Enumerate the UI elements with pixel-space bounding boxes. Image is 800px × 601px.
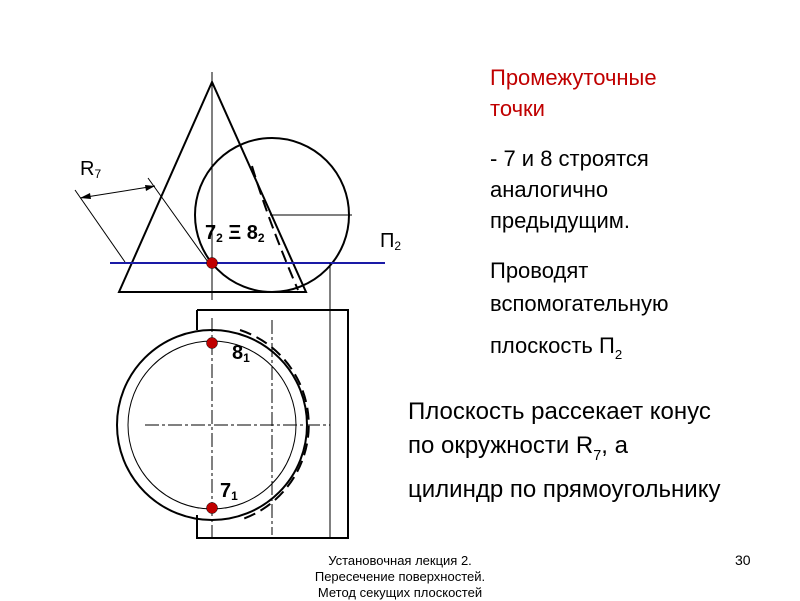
paragraph-2-line-3: плоскость $П_2$ [490, 333, 623, 363]
point-8-1 [207, 338, 218, 349]
paragraph-1-line-1: - 7 и 8 строятся [490, 146, 649, 171]
footer-line-1: Установочная лекция 2. [328, 553, 472, 568]
paragraph-3-line-1: Плоскость рассекает конус [408, 398, 711, 425]
r7-arrow-left [80, 193, 91, 199]
footer [280, 553, 520, 601]
paragraph-3-line-3: цилиндр по прямоугольнику [408, 475, 721, 503]
heading-line-1: Промежуточные [490, 65, 657, 90]
paragraph-3 [408, 395, 720, 507]
paragraph-1-line-3: предыдущим. [490, 208, 631, 233]
page-number: 30 [735, 552, 751, 568]
point-7-1 [207, 503, 218, 514]
footer-line-2: Пересечение поверхностей. [314, 569, 486, 584]
paragraph-3-line-2: по окружности $R_7$, а [408, 432, 628, 464]
heading-line-2: точки [490, 96, 545, 121]
label-plane-p2: $П_2$ [380, 230, 402, 253]
paragraph-1-line-2: аналогично [490, 177, 609, 202]
label-7-1: $7_1$ [220, 480, 238, 503]
r7-extension-line [75, 190, 125, 262]
point-7-2-8-2 [207, 258, 218, 269]
paragraph-2-line-2: вспомогательную [490, 291, 669, 316]
label-8-1: $8_1$ [232, 342, 250, 365]
label-r7: $R_7$ [80, 158, 102, 181]
paragraph-2 [490, 255, 669, 370]
paragraph-2-line-1: Проводят [490, 258, 589, 283]
r7-dimension-line [80, 186, 155, 198]
heading [490, 62, 657, 124]
label-7-2-equiv-8-2: $7_2$ Ξ $8_2$ [205, 222, 265, 245]
footer-line-3: Метод секущих плоскостей [317, 585, 483, 600]
paragraph-1 [490, 143, 649, 236]
r7-arrow-right [145, 185, 155, 191]
